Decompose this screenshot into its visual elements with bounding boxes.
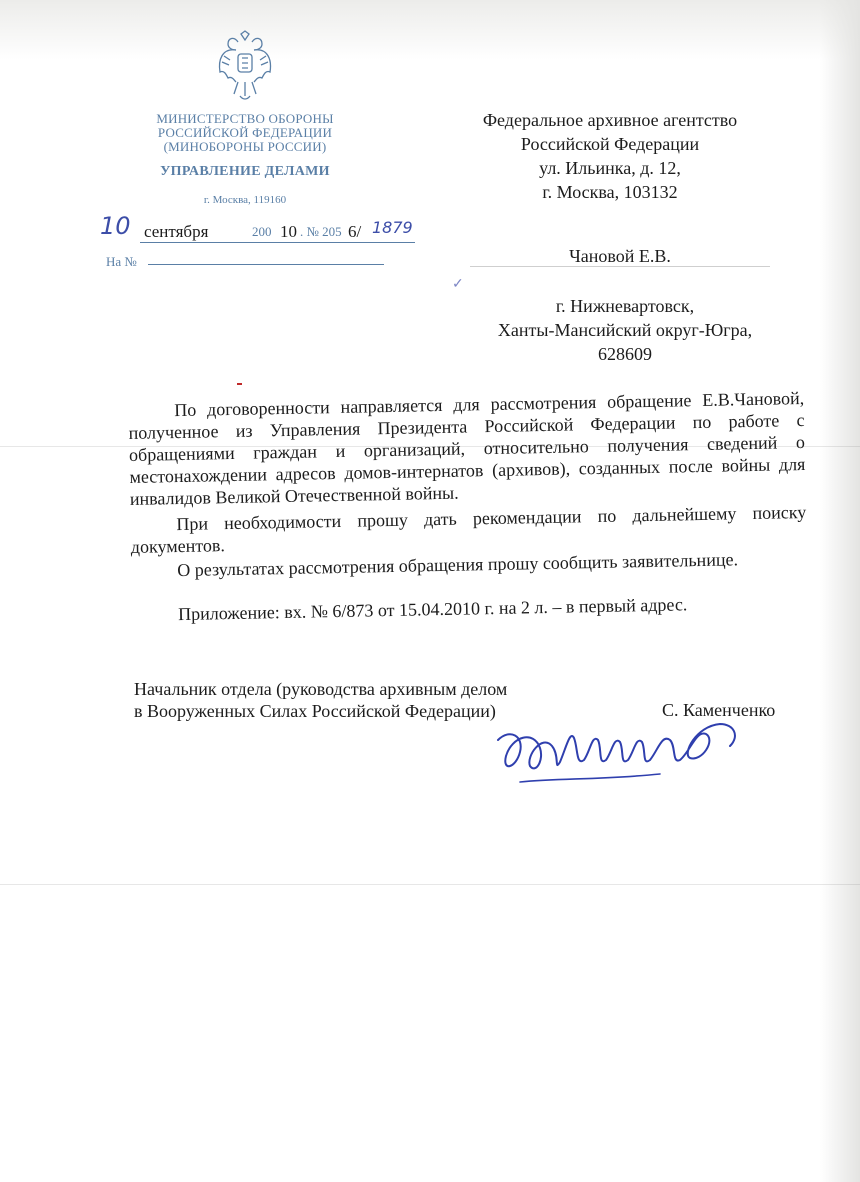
number-prefix: . № 205 (300, 224, 342, 239)
signatory-position: Начальник отдела (руководства архивным делом в Вооруженных Силах Российской Федерации) (134, 679, 508, 721)
ministry-name: МИНИСТЕРСТВО ОБОРОНЫ РОССИЙСКОЙ ФЕДЕРАЦИИ (МИНОБОРОНЫ РОССИИ) (156, 111, 334, 154)
year-prefix: 200 (252, 224, 272, 239)
letter-body (128, 387, 808, 626)
underline (140, 242, 350, 243)
attachment-note: Приложение: вх. № 6/873 от 15.04.2010 г. на 2 л. – в первый адрес. (177, 594, 688, 625)
number-fill: 6/ (348, 222, 362, 241)
divider (470, 266, 770, 267)
recipient-line: Российской Федерации (520, 134, 700, 154)
recipient-line: г. Москва, 103132 (542, 182, 678, 202)
reference-month: сентября (144, 222, 209, 241)
fold-line (0, 884, 860, 885)
outgoing-reference (100, 212, 420, 244)
red-mark (237, 383, 242, 385)
handwritten-day: 10 (100, 212, 131, 240)
coat-of-arms-icon (214, 30, 276, 104)
letterhead (120, 30, 370, 206)
signatory-name: С. Каменченко (662, 700, 776, 720)
addressee-address (440, 294, 810, 366)
address-line: Ханты-Мансийский округ-Югра, (497, 320, 753, 340)
handwritten-number: 1879 (372, 218, 413, 237)
recipient-organization (440, 108, 780, 204)
body-paragraph: При необходимости прошу дать рекомендации по дальнейшему поиску документов. (130, 502, 807, 557)
paper-shading-right (820, 0, 860, 1182)
body-paragraph: По договоренности направляется для рассмотрения обращение Е.В.Чановой, полученное из Управления Президента Российской Федерации по работе с обращениями граждан и организаций, относительно получения сведений о местонахождении адресов домов-интернатов (архивов), созданных после войны для инвалидов Великой Отечественной войны. (128, 388, 806, 509)
pen-tick-icon: ✓ (452, 277, 464, 292)
sender-city: г. Москва, 119160 (203, 194, 287, 206)
address-line: 628609 (598, 344, 652, 364)
underline (345, 242, 415, 243)
addressee-name: Чановой Е.В. (569, 246, 671, 266)
in-reply-label: На № (106, 254, 137, 269)
department-name: УПРАВЛЕНИЕ ДЕЛАМИ (160, 164, 330, 179)
underline (148, 264, 384, 265)
recipient-line: ул. Ильинка, д. 12, (539, 158, 681, 178)
handwritten-signature (490, 690, 750, 800)
body-paragraph: О результатах рассмотрения обращения прошу сообщить заявительнице. (177, 549, 739, 581)
year-fill: 10 (280, 222, 297, 241)
recipient-line: Федеральное архивное агентство (482, 110, 738, 130)
address-line: г. Нижневартовск, (555, 296, 695, 316)
